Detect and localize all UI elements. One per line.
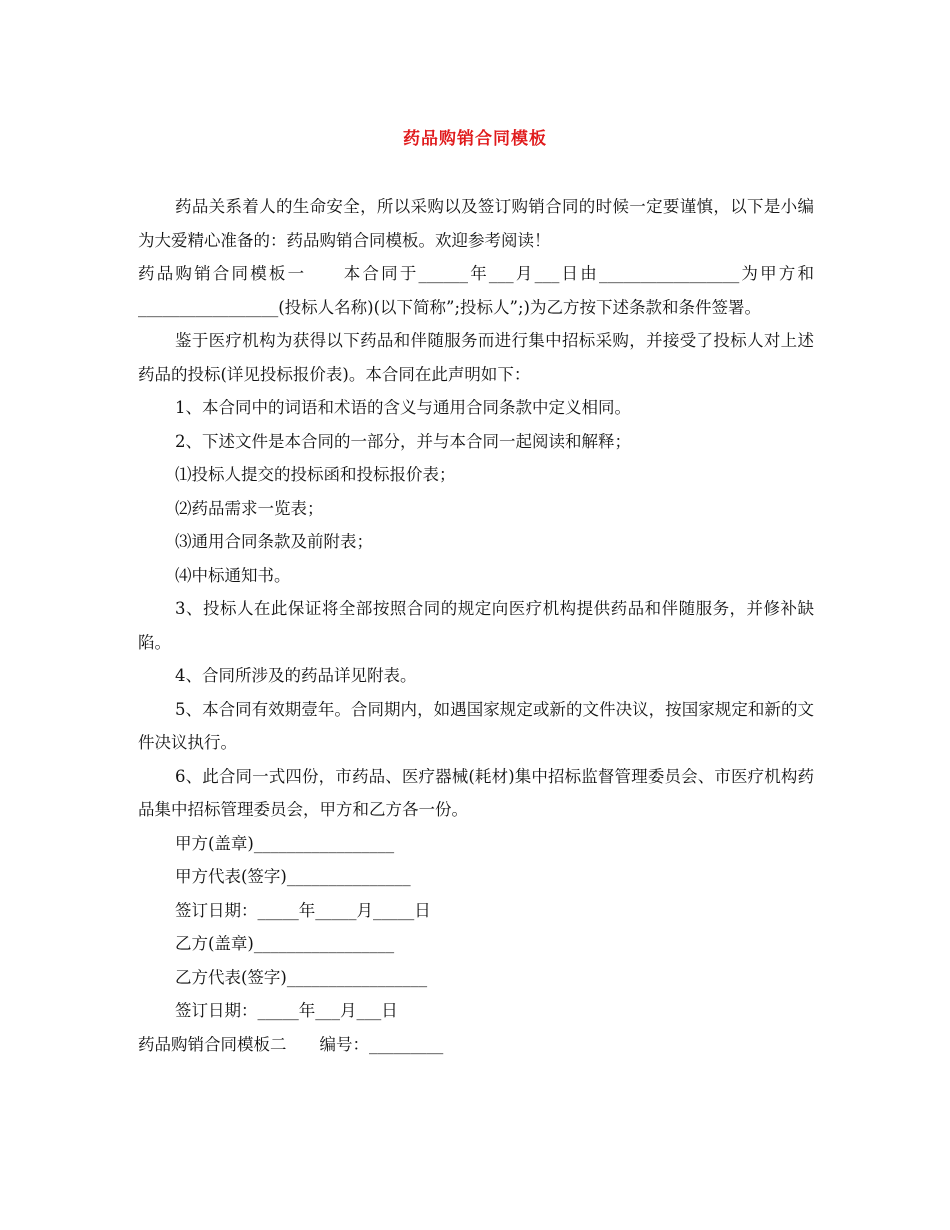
paragraph: ⑷中标通知书。	[175, 565, 291, 585]
paragraph: 甲方(盖章)_________________	[175, 833, 395, 853]
paragraph: ⑴投标人提交的投标函和投标报价表；	[175, 465, 456, 484]
document-title: 药品购销合同模板	[403, 129, 547, 149]
paragraph: 鉴于医疗机构为获得以下药品和伴随服务而进行集中招标采购，并接受了投标人对上述药品的投标(详见投标报价表)。本合同在此声明如下：	[138, 331, 814, 384]
paragraph: 3、投标人在此保证将全部按照合同的规定向医疗机构提供药品和伴随服务，并修补缺陷。	[138, 599, 814, 652]
paragraph: 药品关系着人的生命安全，所以采购以及签订购销合同的时候一定要谨慎，以下是小编为大爱精心准备的：药品购销合同模板。欢迎参考阅读！	[138, 197, 814, 250]
paragraph: 乙方代表(签字)_________________	[175, 967, 428, 987]
paragraph: 4、合同所涉及的药品详见附表。	[175, 666, 417, 685]
paragraph: 6、此合同一式四份，市药品、医疗器械(耗材)集中招标监督管理委员会、市医疗机构药品集中招标管理委员会，甲方和乙方各一份。	[138, 766, 814, 819]
paragraph: 5、本合同有效期壹年。合同期内，如遇国家规定或新的文件决议，按国家规定和新的文件决议执行。	[138, 699, 814, 752]
paragraph: 药品购销合同模板一 本合同于______年___月___日由_________________为甲方和_________________(投标人名称)(以下简称”;投标人”;)为乙方按下述条款和条件签署。	[138, 264, 814, 317]
paragraph: ⑶通用合同条款及前附表；	[175, 532, 373, 551]
paragraph: 1、本合同中的词语和术语的含义与通用合同条款中定义相同。	[175, 398, 631, 417]
paragraph: 药品购销合同模板二 编号：_________	[138, 1034, 444, 1054]
paragraph: 签订日期：_____年_____月_____日	[175, 900, 431, 920]
document-body	[138, 190, 814, 1061]
paragraph: 签订日期：_____年___月___日	[175, 1001, 398, 1020]
paragraph: 甲方代表(签字)_______________	[175, 867, 411, 886]
paragraph: 乙方(盖章)_________________	[175, 934, 395, 953]
paragraph: 2、下述文件是本合同的一部分，并与本合同一起阅读和解释；	[175, 431, 631, 451]
paragraph: ⑵药品需求一览表；	[175, 498, 324, 518]
